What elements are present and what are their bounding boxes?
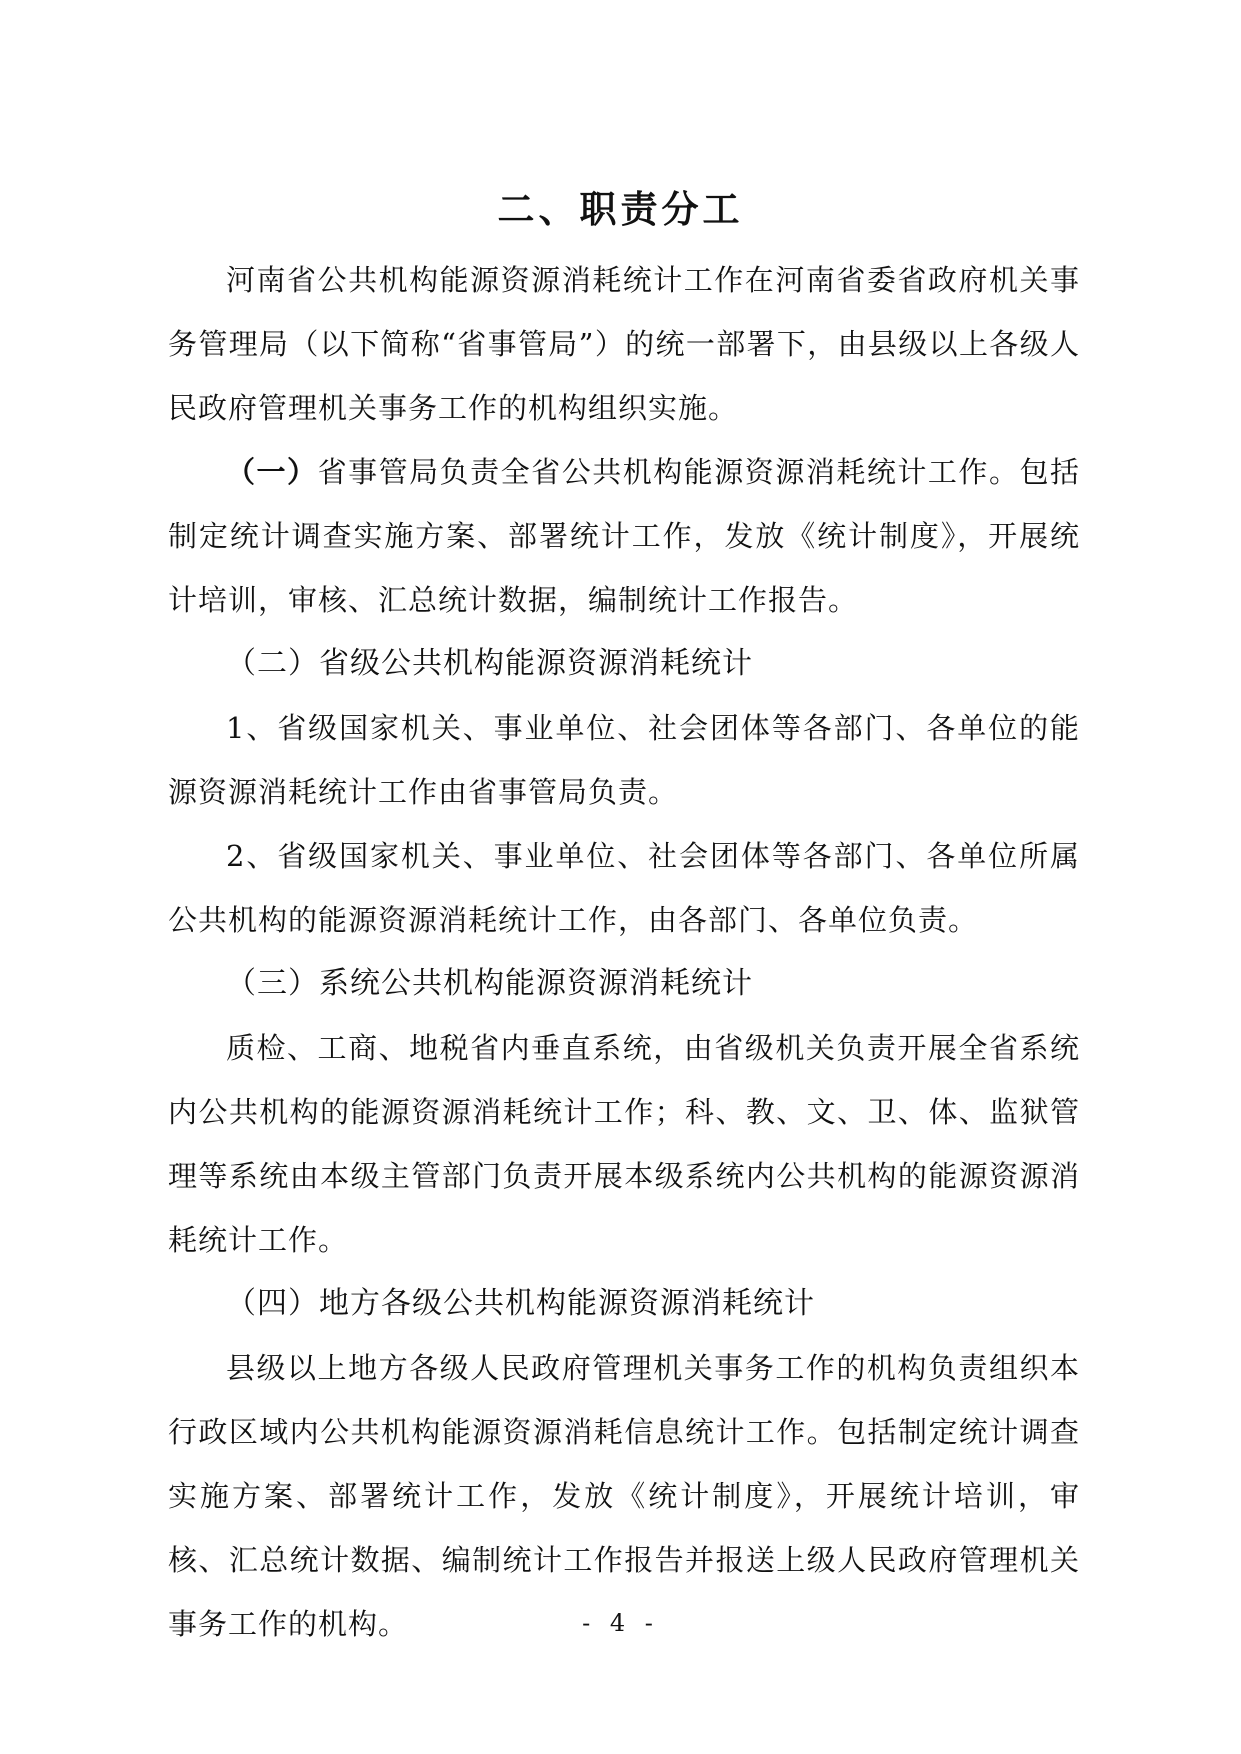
section-3-paragraph: 质检、工商、地税省内垂直系统，由省级机关负责开展全省系统内公共机构的能源资源消耗统计工作；科、教、文、卫、体、监狱管理等系统由本级主管部门负责开展本级系统内公共机构的能源资源消耗统计工作。 bbox=[168, 1031, 1080, 1257]
page-number: - 4 - bbox=[582, 1609, 659, 1637]
section-1-text: 省事管局负责全省公共机构能源资源消耗统计工作。包括制定统计调查实施方案、部署统计工作，发放《统计制度》，开展统计培训，审核、汇总统计数据，编制统计工作报告。 bbox=[168, 455, 1080, 617]
section-3-heading: （三）系统公共机构能源资源消耗统计 bbox=[226, 966, 753, 1001]
section-1-lead: （一） bbox=[226, 455, 318, 489]
document-body bbox=[168, 248, 1080, 1656]
section-4-heading: （四）地方各级公共机构能源资源消耗统计 bbox=[226, 1286, 815, 1321]
section-2-heading: （二）省级公共机构能源资源消耗统计 bbox=[226, 646, 753, 681]
section-1-paragraph bbox=[168, 440, 1080, 632]
intro-paragraph: 河南省公共机构能源资源消耗统计工作在河南省委省政府机关事务管理局（以下简称“省事管局”）的统一部署下，由县级以上各级人民政府管理机关事务工作的机构组织实施。 bbox=[168, 263, 1080, 425]
section-2-item-2: 2、省级国家机关、事业单位、社会团体等各部门、各单位所属公共机构的能源资源消耗统计工作，由各部门、各单位负责。 bbox=[168, 839, 1080, 937]
section-4-paragraph: 县级以上地方各级人民政府管理机关事务工作的机构负责组织本行政区域内公共机构能源资源消耗信息统计工作。包括制定统计调查实施方案、部署统计工作，发放《统计制度》，开展统计培训，审核、汇总统计数据、编制统计工作报告并报送上级人民政府管理机关事务工作的机构。 bbox=[168, 1351, 1080, 1641]
section-2-item-1: 1、省级国家机关、事业单位、社会团体等各部门、各单位的能源资源消耗统计工作由省事管局负责。 bbox=[168, 711, 1080, 809]
section-title: 二、职责分工 bbox=[497, 188, 744, 231]
